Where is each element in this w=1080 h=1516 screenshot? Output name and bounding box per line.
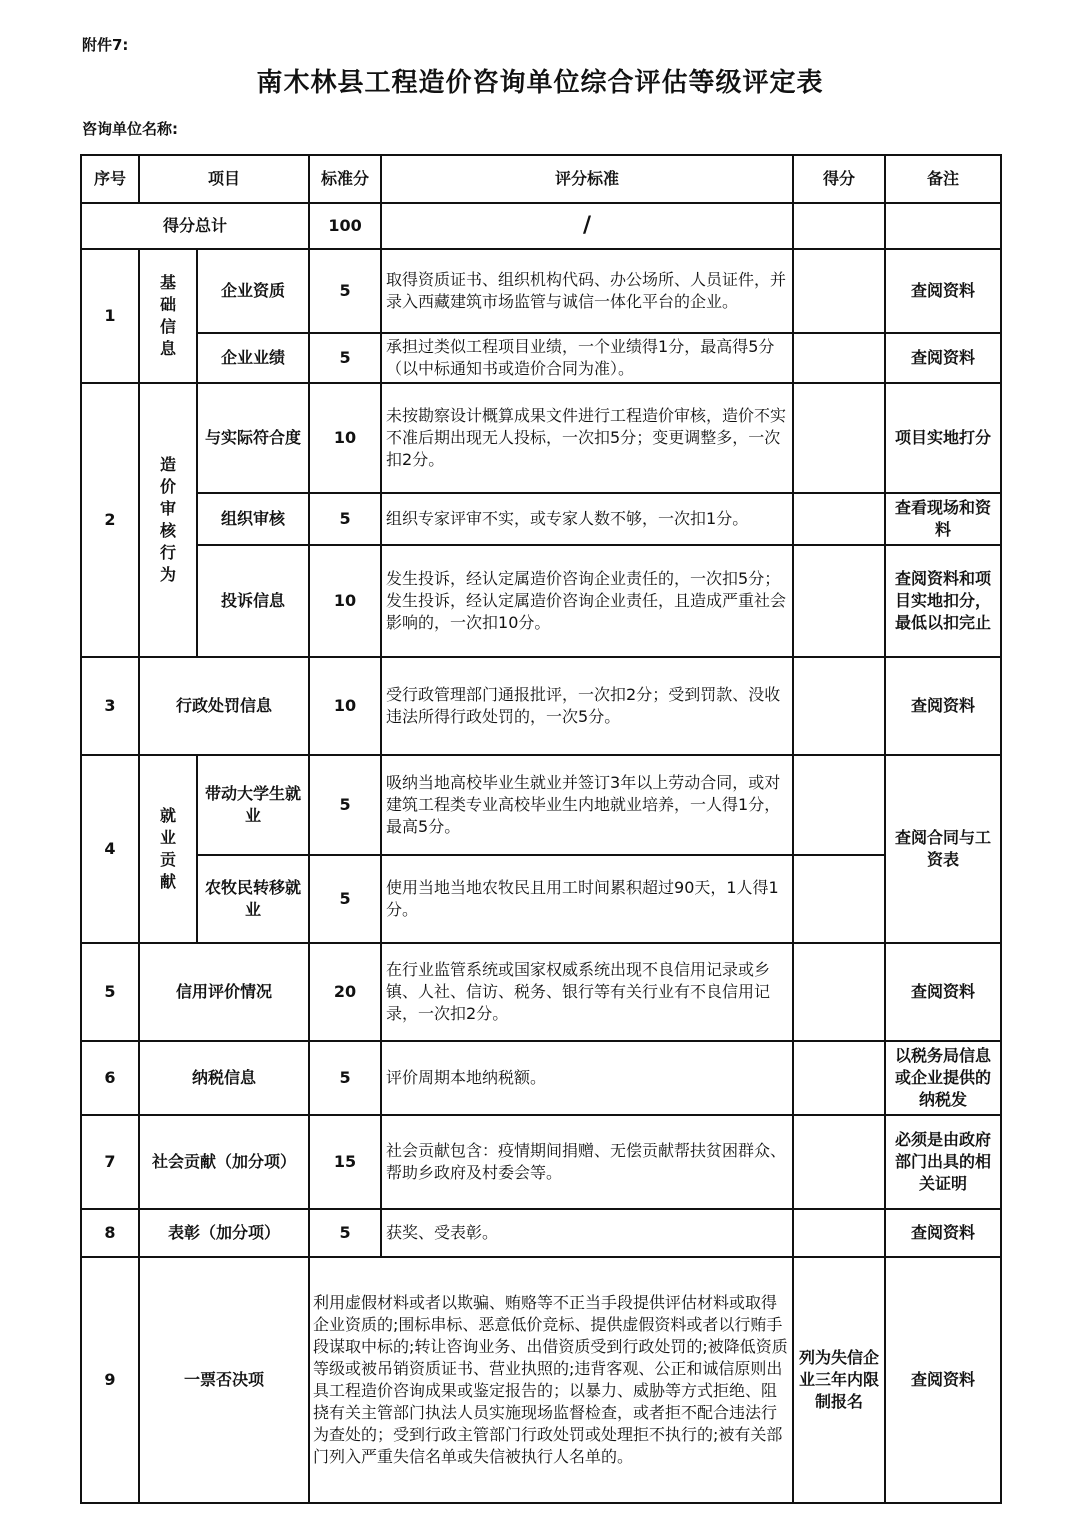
row4-seq: 4 (81, 755, 139, 943)
row1a-score: 5 (309, 249, 381, 333)
row4-category: 就业贡献 (139, 755, 197, 943)
table-row (81, 493, 1001, 545)
row1-category: 基础信息 (139, 249, 197, 383)
table-row (81, 333, 1001, 383)
table-row (81, 657, 1001, 755)
row1a-note: 查阅资料 (885, 249, 1001, 333)
header-row (81, 155, 1001, 203)
table-row (81, 1209, 1001, 1257)
row6-note: 以税务局信息或企业提供的纳税发 (885, 1041, 1001, 1115)
row2b-criteria: 组织专家评审不实，或专家人数不够，一次扣1分。 (381, 493, 793, 545)
row1b-note: 查阅资料 (885, 333, 1001, 383)
row2b-note: 查看现场和资料 (885, 493, 1001, 545)
row8-score: 5 (309, 1209, 381, 1257)
row4b-got (793, 855, 885, 943)
row4a-score: 5 (309, 755, 381, 855)
row4a-criteria: 吸纳当地高校毕业生就业并签订3年以上劳动合同，或对建筑工程类专业高校毕业生内地就业培养，一人得1分，最高5分。 (381, 755, 793, 855)
row7-got (793, 1115, 885, 1209)
row1a-item: 企业资质 (197, 249, 309, 333)
row5-score: 20 (309, 943, 381, 1041)
row2-seq: 2 (81, 383, 139, 657)
header-std-score: 标准分 (309, 155, 381, 203)
header-seq: 序号 (81, 155, 139, 203)
row2b-item: 组织审核 (197, 493, 309, 545)
row1-seq: 1 (81, 249, 139, 383)
row2a-score: 10 (309, 383, 381, 493)
row3-note: 查阅资料 (885, 657, 1001, 755)
row4a-got (793, 755, 885, 855)
row9-got: 列为失信企业三年内限制报名 (793, 1257, 885, 1503)
table-row (81, 545, 1001, 657)
row8-note: 查阅资料 (885, 1209, 1001, 1257)
total-label: 得分总计 (81, 203, 309, 249)
total-row (81, 203, 1001, 249)
row9-note: 查阅资料 (885, 1257, 1001, 1503)
row8-criteria: 获奖、受表彰。 (381, 1209, 793, 1257)
row8-got (793, 1209, 885, 1257)
row7-item: 社会贡献（加分项） (139, 1115, 309, 1209)
row2c-got (793, 545, 885, 657)
row6-score: 5 (309, 1041, 381, 1115)
row3-criteria: 受行政管理部门通报批评，一次扣2分；受到罚款、没收违法所得行政处罚的，一次5分。 (381, 657, 793, 755)
row4b-criteria: 使用当地当地农牧民且用工时间累积超过90天，1人得1分。 (381, 855, 793, 943)
row6-seq: 6 (81, 1041, 139, 1115)
row3-item: 行政处罚信息 (139, 657, 309, 755)
total-got (793, 203, 885, 249)
row2-category: 造价审核行为 (139, 383, 197, 657)
page-title: 南木林县工程造价咨询单位综合评估等级评定表 (256, 68, 824, 98)
table-row (81, 249, 1001, 333)
row1a-criteria: 取得资质证书、组织机构代码、办公场所、人员证件，并录入西藏建筑市场监管与诚信一体化平台的企业。 (381, 249, 793, 333)
row2c-criteria: 发生投诉，经认定属造价咨询企业责任的，一次扣5分；发生投诉，经认定属造价咨询企业责任，且造成严重社会影响的，一次扣10分。 (381, 545, 793, 657)
row1b-got (793, 333, 885, 383)
row2c-note: 查阅资料和项目实地扣分，最低以扣完止 (885, 545, 1001, 657)
row5-got (793, 943, 885, 1041)
table-row (81, 855, 1001, 943)
row2c-item: 投诉信息 (197, 545, 309, 657)
row6-got (793, 1041, 885, 1115)
table-row (81, 1115, 1001, 1209)
row7-score: 15 (309, 1115, 381, 1209)
table-row (81, 1041, 1001, 1115)
row9-criteria: 利用虚假材料或者以欺骗、贿赂等不正当手段提供评估材料或取得企业资质的;围标串标、恶意低价竞标、提供虚假资料或者以行贿手段谋取中标的;转让咨询业务、出借资质受到行政处罚的;被降低资质等级或被吊销资质证书、营业执照的;违背客观、公正和诚信原则出具工程造价咨询成果或鉴定报告的；以暴力、威胁等方式拒绝、阻挠有关主管部门执法人员实施现场监督检查，或者拒不配合违法行为查处的；受到行政主管部门行政处罚或处理拒不执行的;被有关部门列入严重失信名单或失信被执行人名单的。 (309, 1257, 793, 1503)
table-row (81, 1257, 1001, 1503)
row2a-note: 项目实地打分 (885, 383, 1001, 493)
table-row (81, 755, 1001, 855)
header-item: 项目 (139, 155, 309, 203)
row1b-criteria: 承担过类似工程项目业绩，一个业绩得1分，最高得5分（以中标通知书或造价合同为准）。 (381, 333, 793, 383)
row5-seq: 5 (81, 943, 139, 1041)
row3-seq: 3 (81, 657, 139, 755)
row6-item: 纳税信息 (139, 1041, 309, 1115)
row4b-item: 农牧民转移就业 (197, 855, 309, 943)
header-criteria: 评分标准 (381, 155, 793, 203)
row1a-got (793, 249, 885, 333)
row2a-criteria: 未按勘察设计概算成果文件进行工程造价审核，造价不实不准后期出现无人投标，一次扣5分；变更调整多，一次扣2分。 (381, 383, 793, 493)
row2b-score: 5 (309, 493, 381, 545)
row7-note: 必须是由政府部门出具的相关证明 (885, 1115, 1001, 1209)
row7-criteria: 社会贡献包含：疫情期间捐赠、无偿贡献帮扶贫困群众、帮助乡政府及村委会等。 (381, 1115, 793, 1209)
evaluation-table (80, 154, 1002, 1504)
row5-criteria: 在行业监管系统或国家权威系统出现不良信用记录或乡镇、人社、信访、税务、银行等有关行业有不良信用记录，一次扣2分。 (381, 943, 793, 1041)
row2a-got (793, 383, 885, 493)
total-note (885, 203, 1001, 249)
row3-score: 10 (309, 657, 381, 755)
row7-seq: 7 (81, 1115, 139, 1209)
row5-item: 信用评价情况 (139, 943, 309, 1041)
row4-note: 查阅合同与工资表 (885, 755, 1001, 943)
header-got-score: 得分 (793, 155, 885, 203)
unit-name-label: 咨询单位名称: (82, 120, 178, 138)
total-criteria: / (381, 203, 793, 249)
table-row (81, 943, 1001, 1041)
row6-criteria: 评价周期本地纳税额。 (381, 1041, 793, 1115)
row2a-item: 与实际符合度 (197, 383, 309, 493)
row8-seq: 8 (81, 1209, 139, 1257)
row9-item: 一票否决项 (139, 1257, 309, 1503)
row4a-item: 带动大学生就业 (197, 755, 309, 855)
row2c-score: 10 (309, 545, 381, 657)
row8-item: 表彰（加分项） (139, 1209, 309, 1257)
attachment-label: 附件7: (82, 36, 129, 54)
row2b-got (793, 493, 885, 545)
total-score: 100 (309, 203, 381, 249)
header-note: 备注 (885, 155, 1001, 203)
row4b-score: 5 (309, 855, 381, 943)
row5-note: 查阅资料 (885, 943, 1001, 1041)
row1b-item: 企业业绩 (197, 333, 309, 383)
row1b-score: 5 (309, 333, 381, 383)
row9-seq: 9 (81, 1257, 139, 1503)
row3-got (793, 657, 885, 755)
table-row (81, 383, 1001, 493)
